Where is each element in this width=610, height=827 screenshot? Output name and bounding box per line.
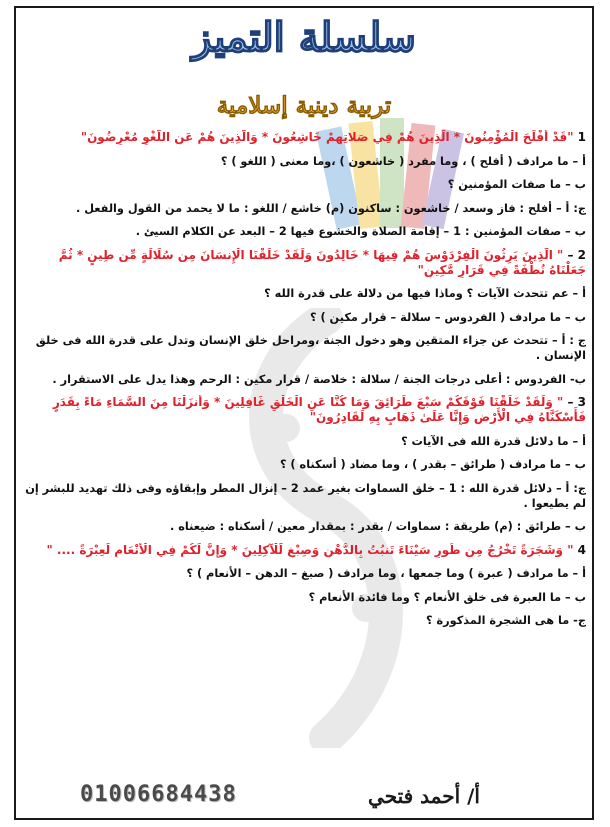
line-text: ب – صفات المؤمنين : 1 – إقامة الصلاة والخشوع فيها 2 – البعد عن الكلام السيئ . [135,225,586,238]
text-line [22,372,586,387]
teacher-name: أ/ أحمد فتحي [368,784,480,808]
phone-number: 01006684438 [80,782,237,807]
line-text: 2 – [563,247,586,262]
text-line [22,130,586,145]
line-text: ب – ما مرادف ( الفردوس – سلالة – قرار مكين ) ؟ [309,310,586,324]
worksheet-page [14,6,594,820]
footer [16,782,592,812]
text-line [22,519,586,534]
text-line [22,286,586,301]
text-line [22,248,586,278]
line-text: أ – ما مرادف ( أفلح ) ، وما مفرد ( خاشعون ) ،وما معنى ( اللغو ) ؟ [220,154,586,168]
line-text: ج : أ – تتحدث عن جزاء المتقين وهو دخول الجنة ،ومراحل خلق الإنسان وتدل على قدرة الله فى خلق الإنسان . [35,334,586,362]
line-text: ب- الفردوس : أعلى درجات الجنة / سلالة : خلاصة / قرار مكين : الرحم وهذا يدل على الاستقرار . [52,372,586,386]
series-title: سلسلة التميز [192,14,416,61]
lesson-content [22,130,586,637]
line-text: 1 [573,130,586,144]
line-text: أ – ما دلائل قدرة الله فى الآيات ؟ [401,434,586,448]
text-line [22,613,586,628]
quran-verse: " وَشَجَرَةً تَخْرُجُ مِن طُورِ سَيْنَاءَ تَنبُتُ بِالدُّهْنِ وَصِبْغٍ لِّلْآكِلِينَ * وَإِنَّ لَكُمْ فِي الْأَنْعَامِ لَعِبْرَةً .... " [46,542,574,557]
text-line [22,543,586,558]
quran-verse: "قَدْ أَفْلَحَ الْمُؤْمِنُونَ * الَّذِينَ هُمْ فِي صَلاتِهِمْ خَاشِعُونَ * وَالَّذِينَ هُمْ عَنِ اللَّغْوِ مُعْرِضُونَ" [80,130,574,144]
line-text: 4 [573,542,586,557]
text-line [22,177,586,192]
text-line [22,590,586,605]
subject-title: تربية دينية إسلامية [216,92,392,119]
quran-verse: " الَّذِينَ يَرِثُونَ الْفِرْدَوْسَ هُمْ فِيهَا * خَالِدُونَ وَلَقَدْ خَلَقْنَا الْإِنسَانَ مِن سُلَالَةٍ مِّن طِينٍ * ثُمَّ جَعَلْنَاهُ نُطْفَةً فِي قَرَارٍ مَّكِينٍ" [58,247,586,277]
line-text: ب – ما العبرة فى خلق الأنعام ؟ وما فائدة الأنعام ؟ [308,590,586,604]
line-text: ب – ما صفات المؤمنين ؟ [447,178,586,191]
text-line [22,457,586,472]
text-line [22,201,586,216]
text-line [22,310,586,325]
text-line [22,224,586,239]
line-text: 3 – [563,395,586,409]
line-text: ج: أ – أفلح : فاز وسعد / خاشعون : ساكنون (م) خاشع / اللغو : ما لا يحمد من القول والفعل . [76,201,586,215]
text-line [22,481,586,511]
text-line [22,154,586,169]
line-text: أ – عم تتحدث الآيات ؟ وماذا فيها من دلالة على قدرة الله ؟ [264,287,586,300]
line-text: ج: أ – دلائل قدرة الله : 1 – خلق السماوات بغير عمد 2 – إنزال المطر وإبقاؤه وفى ذلك تهديد للبشر إن لم يطيعوا . [25,481,586,510]
text-line [22,395,586,425]
text-line [22,434,586,449]
line-text: ج- ما هى الشجرة المذكورة ؟ [425,614,586,627]
quran-verse: " وَلَقَدْ خَلَقْنَا فَوْقَكُمْ سَبْعَ طَرَائِقَ وَمَا كُنَّا عَنِ الْخَلْقِ غَافِلِينَ * وَأَنزَلْنَا مِنَ السَّمَاءِ مَاءً بِقَدَرٍ فَأَسْكَنَّاهُ فِي الْأَرْضِ وَإِنَّا عَلَىٰ ذَهَابٍ بِهِ لَقَادِرُونَ" [52,395,586,424]
text-line [22,333,586,363]
line-text: ب – ما مرادف ( طرائق – بقدر ) ، وما مضاد ( أسكناه ) ؟ [279,458,586,471]
line-text: ب – طرائق : (م) طريقة : سماوات / بقدر : بمقدار معين / أسكناه : ضيعناه . [169,520,586,533]
text-line [22,566,586,581]
line-text: أ – ما مرادف ( عبرة ) وما جمعها ، وما مرادف ( صبغ – الدهن – الأنعام ) ؟ [186,567,586,580]
